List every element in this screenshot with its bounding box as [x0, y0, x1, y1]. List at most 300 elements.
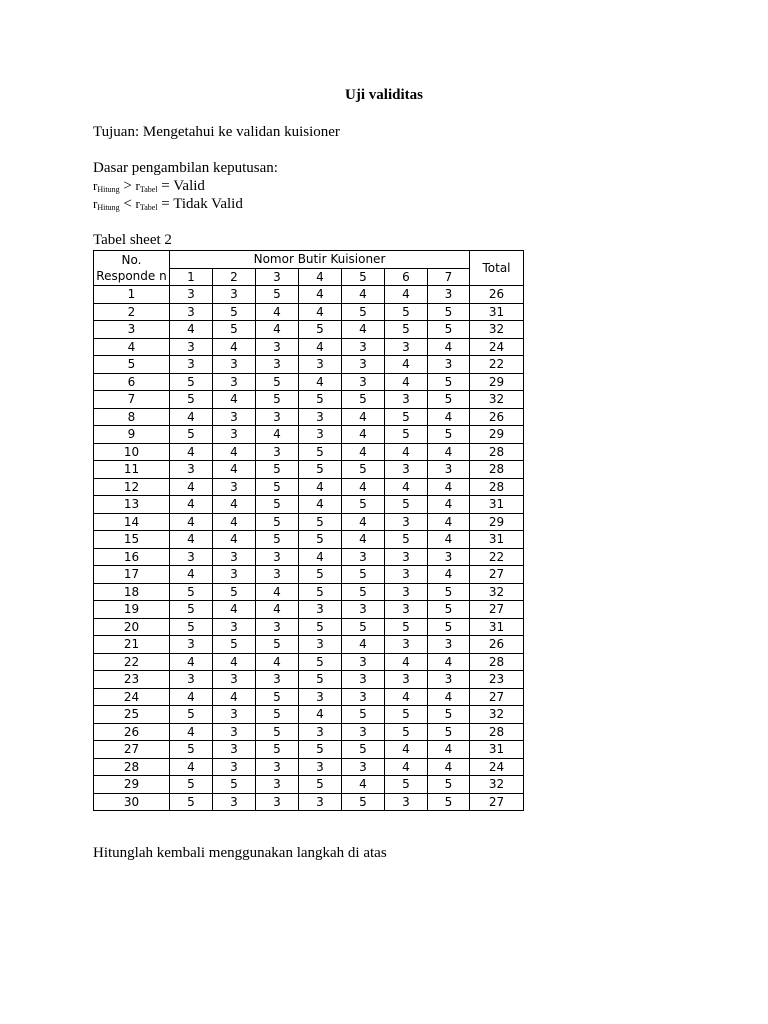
item-header-2: 2: [213, 268, 256, 286]
total-cell: 28: [470, 443, 524, 461]
item-score-cell: 3: [342, 653, 385, 671]
total-cell: 32: [470, 321, 524, 339]
total-cell: 26: [470, 636, 524, 654]
respondent-number-cell: 23: [94, 671, 170, 689]
item-score-cell: 3: [256, 338, 299, 356]
item-score-cell: 3: [213, 618, 256, 636]
respondent-number-cell: 6: [94, 373, 170, 391]
item-score-cell: 3: [256, 776, 299, 794]
item-score-cell: 3: [170, 286, 213, 304]
table-row: [94, 513, 524, 531]
respondent-number-cell: 27: [94, 741, 170, 759]
item-score-cell: 5: [342, 618, 385, 636]
respondent-number-cell: 21: [94, 636, 170, 654]
item-score-cell: 4: [170, 478, 213, 496]
item-score-cell: 3: [213, 741, 256, 759]
item-score-cell: 5: [385, 496, 428, 514]
item-score-cell: 4: [342, 321, 385, 339]
item-score-cell: 4: [428, 758, 470, 776]
table-row: [94, 408, 524, 426]
item-score-cell: 5: [342, 741, 385, 759]
respondent-number-cell: 12: [94, 478, 170, 496]
item-score-cell: 3: [213, 671, 256, 689]
item-score-cell: 4: [342, 426, 385, 444]
item-score-cell: 3: [342, 373, 385, 391]
table-row: [94, 548, 524, 566]
total-cell: 27: [470, 688, 524, 706]
table-row: [94, 776, 524, 794]
item-score-cell: 5: [342, 496, 385, 514]
table-row: [94, 653, 524, 671]
item-score-cell: 5: [428, 303, 470, 321]
item-score-cell: 3: [213, 408, 256, 426]
table-row: [94, 741, 524, 759]
respondent-number-cell: 22: [94, 653, 170, 671]
item-score-cell: 5: [428, 601, 470, 619]
total-cell: 22: [470, 548, 524, 566]
item-score-cell: 3: [428, 548, 470, 566]
item-score-cell: 4: [385, 741, 428, 759]
item-header-1: 1: [170, 268, 213, 286]
rule-invalid-r2: r: [135, 196, 140, 211]
item-group-header: Nomor Butir Kuisioner: [170, 251, 470, 269]
table-row: [94, 373, 524, 391]
total-cell: 28: [470, 723, 524, 741]
item-score-cell: 5: [256, 513, 299, 531]
item-score-cell: 5: [256, 531, 299, 549]
item-score-cell: 5: [213, 636, 256, 654]
item-score-cell: 5: [299, 653, 342, 671]
rule-invalid-sub-hitung: Hitung: [97, 203, 120, 212]
item-score-cell: 5: [256, 391, 299, 409]
item-score-cell: 5: [299, 443, 342, 461]
item-score-cell: 3: [428, 356, 470, 374]
item-score-cell: 5: [428, 321, 470, 339]
item-score-cell: 3: [342, 758, 385, 776]
item-score-cell: 5: [428, 776, 470, 794]
respondent-number-cell: 4: [94, 338, 170, 356]
respondent-number-cell: 16: [94, 548, 170, 566]
respondent-number-cell: 19: [94, 601, 170, 619]
rule-valid: [93, 178, 205, 195]
item-score-cell: 5: [213, 303, 256, 321]
table-row: [94, 286, 524, 304]
item-score-cell: 4: [170, 723, 213, 741]
item-header-3: 3: [256, 268, 299, 286]
item-score-cell: 4: [342, 408, 385, 426]
item-score-cell: 3: [170, 548, 213, 566]
item-score-cell: 4: [170, 443, 213, 461]
item-score-cell: 5: [385, 426, 428, 444]
item-score-cell: 3: [256, 443, 299, 461]
rule-invalid: [93, 196, 243, 213]
total-cell: 29: [470, 426, 524, 444]
item-score-cell: 5: [299, 461, 342, 479]
item-score-cell: 4: [428, 478, 470, 496]
item-score-cell: 5: [170, 618, 213, 636]
item-score-cell: 3: [170, 338, 213, 356]
item-score-cell: 5: [385, 776, 428, 794]
item-score-cell: 3: [170, 303, 213, 321]
respondent-number-cell: 24: [94, 688, 170, 706]
item-score-cell: 4: [256, 321, 299, 339]
item-score-cell: 4: [299, 478, 342, 496]
table-row: [94, 321, 524, 339]
item-score-cell: 5: [342, 303, 385, 321]
total-cell: 29: [470, 373, 524, 391]
item-header-4: 4: [299, 268, 342, 286]
item-score-cell: 4: [428, 496, 470, 514]
item-score-cell: 5: [299, 321, 342, 339]
item-score-cell: 4: [213, 461, 256, 479]
item-score-cell: 3: [299, 601, 342, 619]
total-cell: 28: [470, 653, 524, 671]
total-cell: 27: [470, 601, 524, 619]
total-header: Total: [470, 251, 524, 286]
item-score-cell: 4: [213, 653, 256, 671]
item-score-cell: 5: [256, 723, 299, 741]
item-score-cell: 3: [299, 636, 342, 654]
questionnaire-table: [93, 250, 524, 811]
respondent-number-cell: 11: [94, 461, 170, 479]
item-score-cell: 5: [299, 513, 342, 531]
item-score-cell: 3: [385, 601, 428, 619]
item-score-cell: 5: [428, 793, 470, 811]
item-score-cell: 5: [170, 793, 213, 811]
item-score-cell: 5: [256, 373, 299, 391]
item-score-cell: 5: [299, 583, 342, 601]
table-row: [94, 793, 524, 811]
item-score-cell: 5: [170, 741, 213, 759]
item-score-cell: 5: [299, 531, 342, 549]
item-score-cell: 3: [385, 461, 428, 479]
item-score-cell: 3: [213, 706, 256, 724]
total-cell: 31: [470, 496, 524, 514]
total-cell: 32: [470, 706, 524, 724]
respondent-number-cell: 29: [94, 776, 170, 794]
total-cell: 32: [470, 391, 524, 409]
item-score-cell: 4: [299, 338, 342, 356]
total-cell: 27: [470, 566, 524, 584]
item-score-cell: 4: [299, 303, 342, 321]
item-score-cell: 4: [428, 741, 470, 759]
item-score-cell: 5: [299, 776, 342, 794]
item-score-cell: 4: [342, 513, 385, 531]
item-score-cell: 5: [385, 408, 428, 426]
item-score-cell: 4: [170, 566, 213, 584]
item-score-cell: 4: [428, 566, 470, 584]
item-score-cell: 4: [170, 408, 213, 426]
item-score-cell: 4: [385, 688, 428, 706]
item-score-cell: 3: [256, 408, 299, 426]
rule-valid-result: = Valid: [157, 178, 205, 194]
item-score-cell: 3: [256, 793, 299, 811]
item-score-cell: 3: [342, 671, 385, 689]
respondent-number-cell: 8: [94, 408, 170, 426]
item-score-cell: 3: [213, 478, 256, 496]
item-score-cell: 4: [256, 601, 299, 619]
footer-instruction: Hitunglah kembali menggunakan langkah di atas: [93, 845, 387, 861]
respondent-number-cell: 5: [94, 356, 170, 374]
item-score-cell: 5: [342, 391, 385, 409]
item-score-cell: 5: [299, 391, 342, 409]
item-score-cell: 3: [385, 338, 428, 356]
rule-invalid-sub-tabel: Tabel: [139, 203, 158, 212]
item-score-cell: 3: [385, 548, 428, 566]
item-score-cell: 5: [256, 496, 299, 514]
item-score-cell: 5: [299, 618, 342, 636]
item-score-cell: 3: [342, 338, 385, 356]
item-score-cell: 4: [428, 443, 470, 461]
table-row: [94, 688, 524, 706]
table-row: [94, 601, 524, 619]
item-score-cell: 4: [213, 496, 256, 514]
item-score-cell: 5: [428, 426, 470, 444]
item-score-cell: 4: [256, 583, 299, 601]
item-score-cell: 4: [170, 688, 213, 706]
item-score-cell: 3: [256, 566, 299, 584]
item-score-cell: 5: [256, 636, 299, 654]
item-score-cell: 4: [170, 531, 213, 549]
purpose-text: Tujuan: Mengetahui ke validan kuisioner: [93, 124, 340, 140]
item-score-cell: 5: [170, 373, 213, 391]
item-score-cell: 3: [170, 636, 213, 654]
item-score-cell: 4: [385, 286, 428, 304]
item-score-cell: 5: [385, 706, 428, 724]
rule-valid-r: r: [93, 178, 98, 193]
page-title: Uji validitas: [345, 87, 423, 103]
table-row: [94, 758, 524, 776]
item-score-cell: 3: [385, 566, 428, 584]
respondent-number-cell: 15: [94, 531, 170, 549]
item-score-cell: 3: [213, 566, 256, 584]
item-score-cell: 3: [342, 723, 385, 741]
item-score-cell: 4: [213, 338, 256, 356]
rule-valid-r2: r: [135, 178, 140, 193]
item-score-cell: 3: [170, 671, 213, 689]
item-score-cell: 3: [213, 758, 256, 776]
total-cell: 31: [470, 303, 524, 321]
item-header-6: 6: [385, 268, 428, 286]
item-score-cell: 5: [256, 461, 299, 479]
item-score-cell: 4: [170, 496, 213, 514]
item-score-cell: 3: [385, 671, 428, 689]
item-score-cell: 3: [342, 356, 385, 374]
item-score-cell: 5: [299, 671, 342, 689]
item-score-cell: 4: [385, 373, 428, 391]
item-score-cell: 3: [299, 723, 342, 741]
rule-valid-sub-hitung: Hitung: [97, 185, 120, 194]
item-score-cell: 4: [299, 548, 342, 566]
rule-invalid-result: = Tidak Valid: [157, 196, 243, 212]
item-score-cell: 3: [428, 671, 470, 689]
item-score-cell: 4: [428, 531, 470, 549]
item-header-7: 7: [428, 268, 470, 286]
item-score-cell: 3: [170, 356, 213, 374]
item-score-cell: 3: [428, 286, 470, 304]
item-score-cell: 4: [385, 478, 428, 496]
item-score-cell: 5: [428, 583, 470, 601]
item-score-cell: 5: [299, 566, 342, 584]
item-score-cell: 3: [213, 548, 256, 566]
item-score-cell: 3: [299, 426, 342, 444]
item-score-cell: 5: [170, 706, 213, 724]
item-score-cell: 4: [256, 653, 299, 671]
item-score-cell: 3: [256, 548, 299, 566]
item-score-cell: 3: [256, 671, 299, 689]
item-score-cell: 4: [342, 286, 385, 304]
item-score-cell: 4: [256, 426, 299, 444]
item-score-cell: 4: [342, 776, 385, 794]
item-score-cell: 3: [385, 636, 428, 654]
rule-invalid-r: r: [93, 196, 98, 211]
total-cell: 32: [470, 776, 524, 794]
rule-invalid-operator: <: [119, 196, 136, 212]
item-score-cell: 5: [342, 461, 385, 479]
item-score-cell: 3: [299, 688, 342, 706]
total-cell: 29: [470, 513, 524, 531]
item-score-cell: 4: [213, 443, 256, 461]
item-score-cell: 4: [213, 391, 256, 409]
table-row: [94, 618, 524, 636]
item-score-cell: 4: [299, 496, 342, 514]
item-score-cell: 5: [256, 478, 299, 496]
item-score-cell: 5: [170, 391, 213, 409]
table-row: [94, 461, 524, 479]
item-score-cell: 3: [213, 373, 256, 391]
rule-valid-operator: >: [119, 178, 136, 194]
table-row: [94, 531, 524, 549]
table-row: [94, 636, 524, 654]
item-score-cell: 4: [428, 653, 470, 671]
item-score-cell: 3: [428, 461, 470, 479]
item-score-cell: 4: [385, 356, 428, 374]
respondent-number-cell: 18: [94, 583, 170, 601]
item-score-cell: 5: [170, 583, 213, 601]
item-score-cell: 3: [213, 426, 256, 444]
total-cell: 32: [470, 583, 524, 601]
item-score-cell: 4: [342, 531, 385, 549]
item-score-cell: 5: [342, 583, 385, 601]
table-row: [94, 426, 524, 444]
item-score-cell: 5: [342, 706, 385, 724]
item-score-cell: 4: [213, 688, 256, 706]
item-score-cell: 4: [428, 688, 470, 706]
table-row: [94, 356, 524, 374]
rule-valid-sub-tabel: Tabel: [139, 185, 158, 194]
table-row: [94, 303, 524, 321]
item-score-cell: 5: [428, 618, 470, 636]
item-score-cell: 5: [342, 793, 385, 811]
total-cell: 23: [470, 671, 524, 689]
item-header-5: 5: [342, 268, 385, 286]
item-score-cell: 4: [213, 531, 256, 549]
item-score-cell: 4: [170, 513, 213, 531]
item-score-cell: 5: [428, 706, 470, 724]
item-score-cell: 5: [428, 723, 470, 741]
total-cell: 28: [470, 478, 524, 496]
respondent-number-cell: 26: [94, 723, 170, 741]
table-row: [94, 566, 524, 584]
table-body: [94, 286, 524, 811]
item-score-cell: 5: [385, 723, 428, 741]
item-score-cell: 5: [299, 741, 342, 759]
table-row: [94, 496, 524, 514]
table-row: [94, 478, 524, 496]
total-cell: 28: [470, 461, 524, 479]
total-cell: 26: [470, 408, 524, 426]
table-row: [94, 723, 524, 741]
item-score-cell: 3: [342, 688, 385, 706]
item-score-cell: 4: [256, 303, 299, 321]
item-score-cell: 3: [299, 408, 342, 426]
item-score-cell: 3: [299, 758, 342, 776]
table-row: [94, 706, 524, 724]
item-score-cell: 4: [299, 373, 342, 391]
item-score-cell: 4: [342, 478, 385, 496]
item-score-cell: 4: [385, 443, 428, 461]
total-cell: 31: [470, 618, 524, 636]
respondent-number-cell: 7: [94, 391, 170, 409]
item-score-cell: 3: [256, 356, 299, 374]
table-row: [94, 443, 524, 461]
respondent-number-cell: 14: [94, 513, 170, 531]
respondent-number-cell: 3: [94, 321, 170, 339]
item-score-cell: 3: [256, 758, 299, 776]
item-score-cell: 3: [342, 601, 385, 619]
respondent-number-cell: 20: [94, 618, 170, 636]
item-score-cell: 3: [385, 793, 428, 811]
item-score-cell: 4: [428, 408, 470, 426]
total-cell: 24: [470, 338, 524, 356]
item-score-cell: 4: [428, 338, 470, 356]
item-score-cell: 3: [385, 583, 428, 601]
item-score-cell: 3: [299, 793, 342, 811]
item-score-cell: 5: [385, 618, 428, 636]
total-cell: 24: [470, 758, 524, 776]
item-score-cell: 5: [170, 426, 213, 444]
item-score-cell: 5: [213, 321, 256, 339]
item-score-cell: 4: [170, 758, 213, 776]
item-score-cell: 4: [299, 286, 342, 304]
item-score-cell: 3: [342, 548, 385, 566]
item-score-cell: 3: [256, 618, 299, 636]
item-score-cell: 5: [385, 303, 428, 321]
table-caption: Tabel sheet 2: [93, 232, 172, 248]
respondent-number-cell: 25: [94, 706, 170, 724]
item-score-cell: 5: [256, 688, 299, 706]
item-score-cell: 5: [170, 601, 213, 619]
item-score-cell: 5: [428, 391, 470, 409]
respondent-header: No. Responde n: [94, 251, 170, 286]
item-score-cell: 5: [385, 321, 428, 339]
item-score-cell: 3: [428, 636, 470, 654]
item-score-cell: 4: [342, 636, 385, 654]
item-score-cell: 4: [213, 601, 256, 619]
item-score-cell: 4: [385, 653, 428, 671]
total-cell: 27: [470, 793, 524, 811]
table-row: [94, 583, 524, 601]
item-score-cell: 3: [213, 286, 256, 304]
item-score-cell: 4: [170, 653, 213, 671]
total-cell: 26: [470, 286, 524, 304]
item-score-cell: 4: [385, 758, 428, 776]
item-score-cell: 5: [213, 776, 256, 794]
item-score-cell: 3: [213, 723, 256, 741]
item-score-cell: 5: [256, 706, 299, 724]
respondent-number-cell: 13: [94, 496, 170, 514]
table-row: [94, 338, 524, 356]
